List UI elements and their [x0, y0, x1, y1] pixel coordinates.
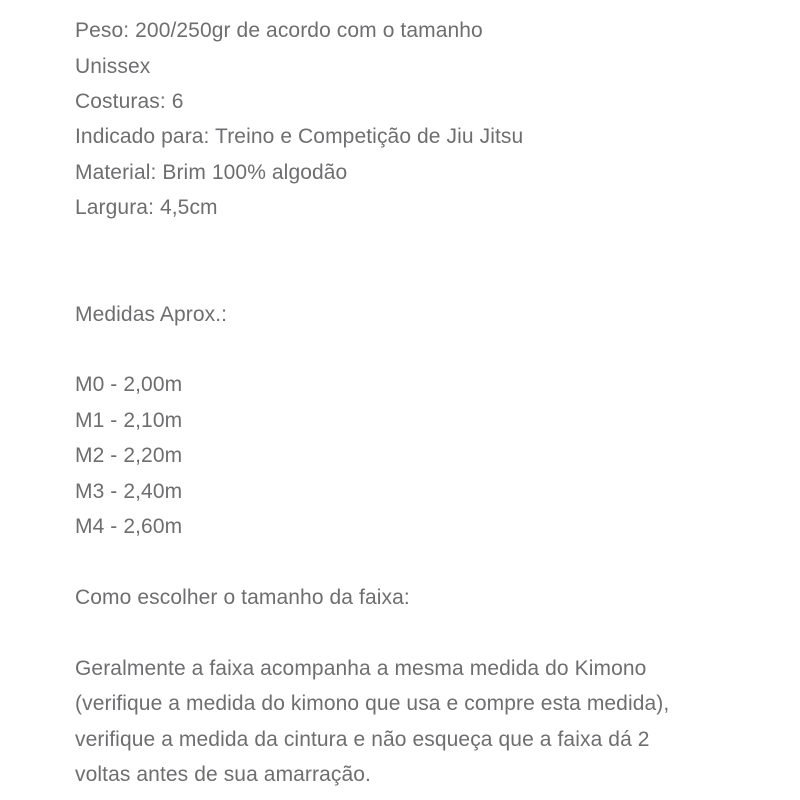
spec-gender: Unissex — [75, 55, 151, 78]
spec-stitches: Costuras: 6 — [75, 90, 184, 113]
measures-heading: Medidas Aprox.: — [75, 303, 228, 326]
spec-width: Largura: 4,5cm — [75, 196, 218, 219]
paragraph-line: voltas antes de sua amarração. — [75, 763, 371, 786]
size-item-m1: M1 - 2,10m — [75, 409, 183, 432]
size-item-m4: M4 - 2,60m — [75, 515, 183, 538]
size-item-m3: M3 - 2,40m — [75, 480, 183, 503]
size-item-m2: M2 - 2,20m — [75, 444, 183, 467]
paragraph-line: verifique a medida da cintura e não esqueça que a faixa dá 2 — [75, 728, 650, 751]
spec-weight: Peso: 200/250gr de acordo com o tamanho — [75, 19, 483, 42]
paragraph-line: (verifique a medida do kimono que usa e compre esta medida), — [75, 692, 670, 715]
how-to-choose-heading: Como escolher o tamanho da faixa: — [75, 586, 410, 609]
spec-material: Material: Brim 100% algodão — [75, 161, 348, 184]
paragraph-line: Geralmente a faixa acompanha a mesma medida do Kimono — [75, 657, 647, 680]
spec-indicated-for: Indicado para: Treino e Competição de Jiu Jitsu — [75, 125, 524, 148]
size-item-m0: M0 - 2,00m — [75, 373, 183, 396]
